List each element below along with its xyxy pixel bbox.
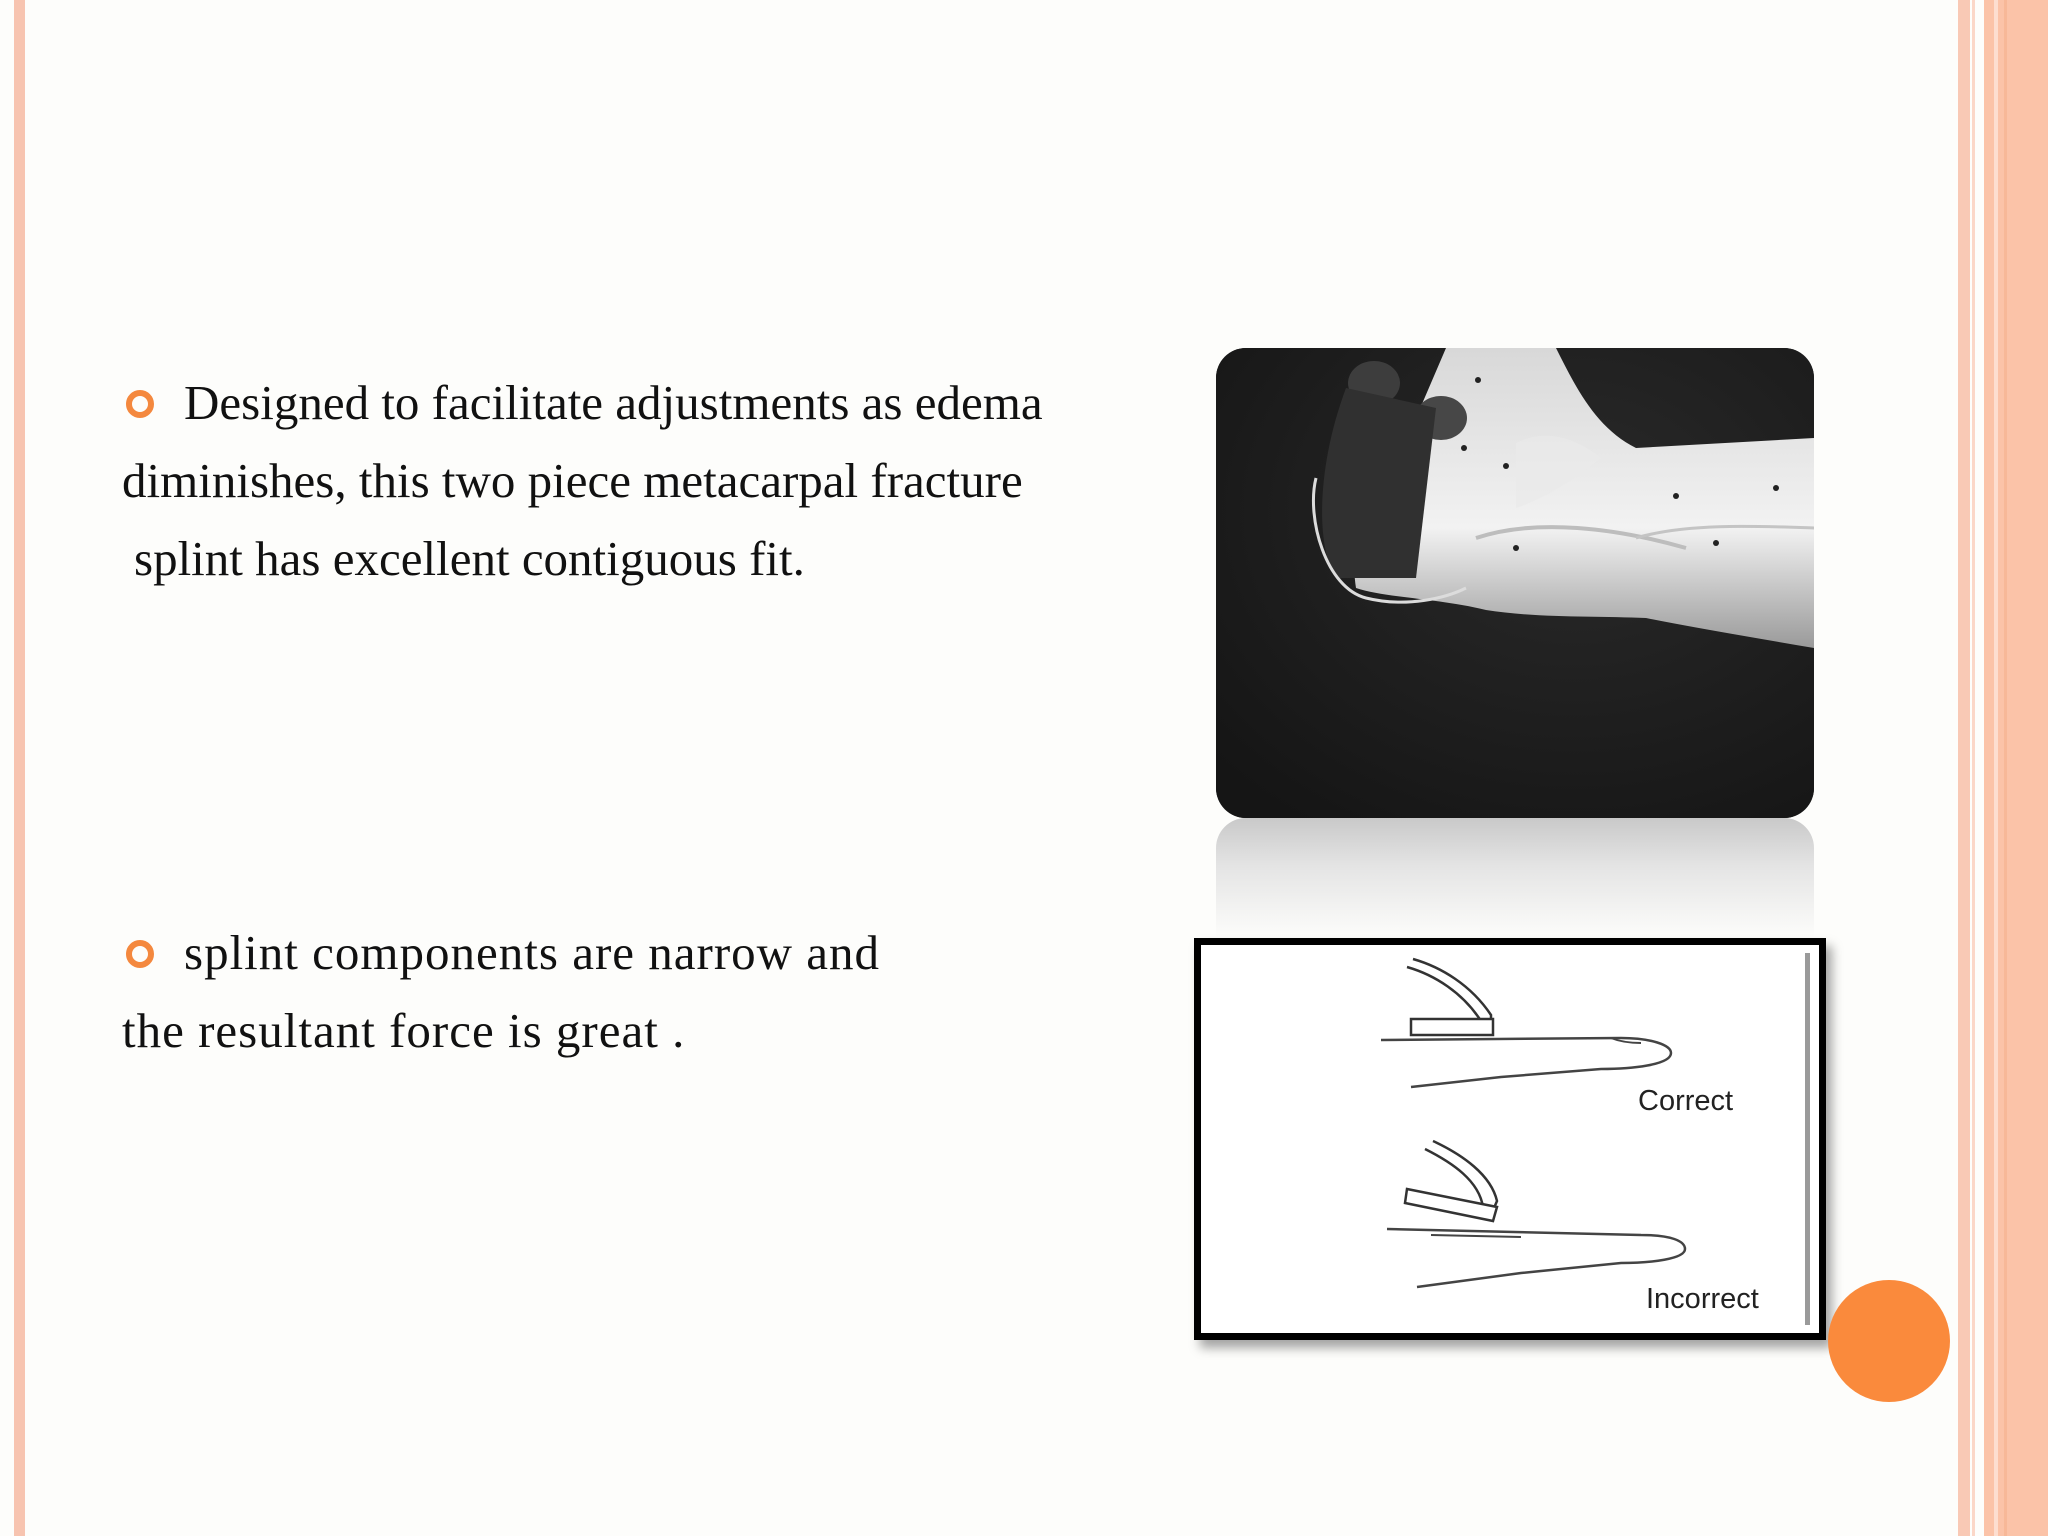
right-border-stripe [1958,0,1970,1536]
hollow-circle-bullet-icon [126,940,154,968]
photo-reflection [1216,818,1814,938]
right-border-stripe [1994,0,1998,1536]
bullet-text: splint components are narrow and [184,925,881,980]
bullet-text: Designed to facilitate adjustments as edema [184,375,1043,430]
hollow-circle-bullet-icon [126,390,154,418]
right-border-stripe [2004,0,2007,1536]
orange-circle-decoration [1828,1280,1950,1402]
finger-splint-drawing [1201,945,1819,1333]
bullet-line: the resultant force is great . [122,1003,686,1058]
splinted-hand-illustration [1216,348,1814,818]
bullet-line: diminishes, this two piece metacarpal fracture [122,453,1023,508]
bullet-paragraph-2 [122,914,1102,1070]
bullet-paragraph-1 [122,364,1102,598]
bullet-line [122,364,1102,442]
bullet-line: splint has excellent contiguous fit. [134,531,805,586]
bullet-line [122,914,1102,992]
splint-photo [1216,348,1814,818]
right-border-stripe [1972,0,1975,1536]
incorrect-label: Incorrect [1646,1283,1759,1315]
finger-splint-diagram [1194,938,1826,1340]
correct-label: Correct [1638,1085,1734,1117]
left-border-stripe [14,0,25,1536]
